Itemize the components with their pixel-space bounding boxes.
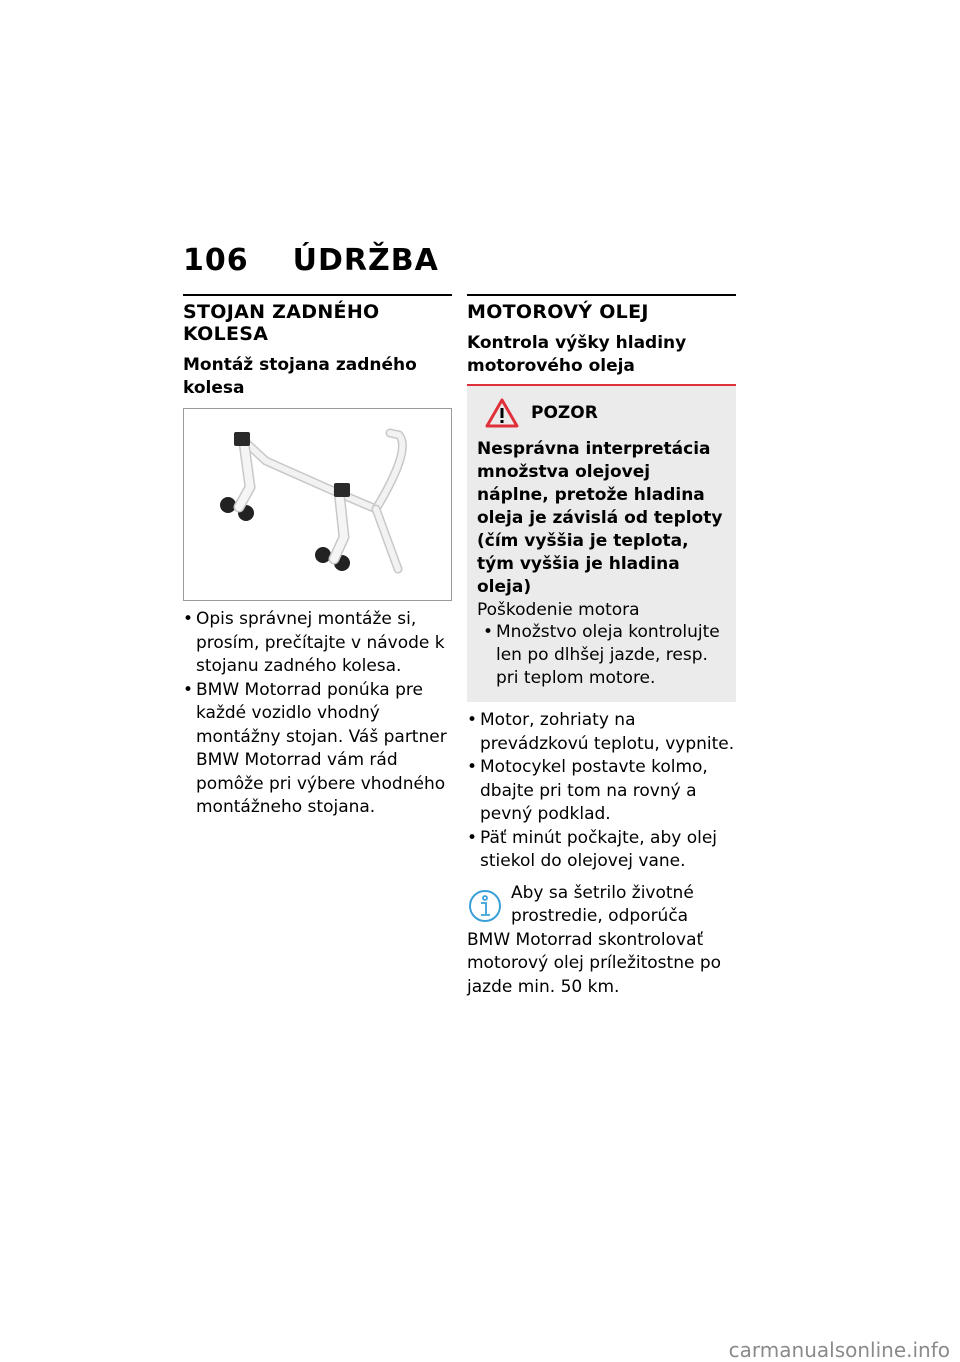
subtitle-oil-level-check: Kontrola výšky hladiny motorového oleja: [467, 333, 687, 376]
page-header: [183, 243, 439, 278]
list-item: • Opis správnej montáže si, prosím, prečítajte v návode k stojanu zadného kolesa.: [183, 608, 452, 679]
list-item: • Množstvo oleja kontrolujte len po dlhšej jazde, resp. pri teplom motore.: [477, 621, 726, 690]
watermark: carmanualsonline.info: [728, 1338, 950, 1362]
warning-triangle-icon: [485, 398, 519, 428]
caution-hazard-text: Nesprávna interpretácia množstva olejovej náplne, pretože hladina oleja je závislá od teploty (čím vyššia je teplota, tým vyššia je hladina oleja): [477, 439, 723, 597]
page-number: 106: [183, 243, 249, 278]
caution-consequence: Poškodenie motora: [477, 600, 640, 620]
list-item: • Motor, zohriaty na prevádzkovú teplotu, vypnite.: [467, 709, 736, 756]
stand-instructions: [183, 608, 452, 820]
right-column: [467, 294, 736, 999]
caution-label: POZOR: [531, 403, 598, 423]
section-rule: [183, 294, 452, 296]
left-column: [183, 294, 452, 820]
chapter-title: ÚDRŽBA: [292, 243, 439, 278]
oil-check-steps: [467, 709, 736, 874]
caution-measures: [477, 621, 726, 690]
caution-header: [485, 398, 726, 428]
rear-wheel-stand-illustration: [184, 409, 451, 600]
rear-wheel-stand-figure: [183, 408, 452, 601]
list-item: • Päť minút počkajte, aby olej stiekol do olejovej vane.: [467, 827, 736, 874]
caution-box: [467, 384, 736, 702]
list-item: • BMW Motorrad ponúka pre každé vozidlo vhodný montážny stojan. Váš partner BMW Motorrad vám rád pomôže pri výbere vhodného montážneho stojana.: [183, 679, 452, 820]
environment-note: [467, 882, 736, 1000]
section-title-engine-oil: MOTOROVÝ OLEJ: [467, 301, 649, 323]
section-rule: [467, 294, 736, 296]
info-icon: [467, 886, 503, 926]
section-title-stand: STOJAN ZADNÉHO KOLESA: [183, 301, 380, 345]
list-item: • Motocykel postavte kolmo, dbajte pri tom na rovný a pevný podklad.: [467, 756, 736, 827]
subtitle-stand-mounting: Montáž stojana zadného kolesa: [183, 355, 417, 398]
note-text: Aby sa šetrilo životné prostredie, odporúča BMW Motorrad skontrolovať motorový olej príležitostne po jazde min. 50 km.: [467, 882, 722, 997]
